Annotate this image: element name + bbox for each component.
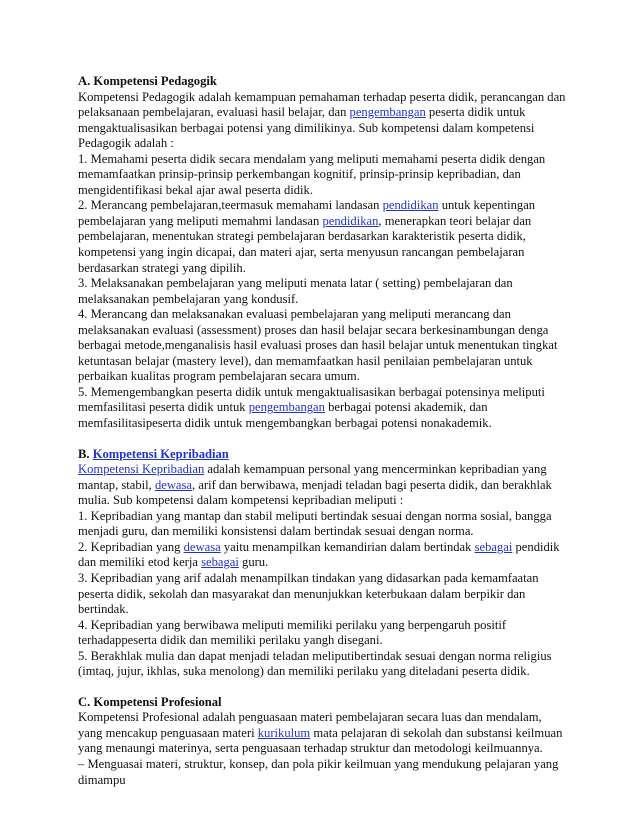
hyperlink[interactable]: kurikulum — [257, 725, 311, 740]
section-heading-link[interactable]: Kompetensi Kepribadian — [92, 446, 229, 461]
paragraph — [78, 276, 568, 307]
text-run: 2. Merancang pembelajaran,teermasuk memahami landasan — [78, 198, 383, 213]
text-run: guru. — [238, 555, 269, 570]
paragraph — [78, 152, 568, 199]
section-heading-prefix: C. — [78, 694, 94, 709]
paragraph — [78, 462, 568, 509]
hyperlink[interactable]: pengembangan — [349, 105, 426, 120]
text-run: 5. Berakhlak mulia dan dapat menjadi teladan meliputibertindak sesuai dengan norma religius (imtaq, jujur, ikhlas, suka menolong) dan memiliki perilaku yang diteladani peserta didik. — [78, 648, 552, 679]
section-heading-prefix: A. — [78, 74, 94, 88]
paragraph — [78, 307, 568, 385]
text-run: 4. Merancang dan melaksanakan evaluasi pembelajaran yang meliputi merancang dan melaksanakan evaluasi (assessment) proses dan hasil belajar secara berkesinambungan denga berbagai metode,menganalisis hasil evaluasi proses dan hasil belajar untuk menentukan tingkat ketuntasan belajar (mastery level), dan memamfaatkan hasil penilaian pembelajaran untuk perbaikan kualitas program pembelajaran secara umum. — [78, 307, 558, 384]
text-run: 1. Kepribadian yang mantap dan stabil meliputi bertindak sesuai dengan norma sosial, bangga menjadi guru, dan memiliki konsistensi dalam bertindak sesuai dengan norma. — [78, 508, 552, 539]
text-run: yaitu menampilkan kemandirian dalam bertindak — [220, 539, 475, 554]
hyperlink[interactable]: pendidikan — [382, 198, 439, 213]
text-run: 3. Kepribadian yang arif adalah menampilkan tindakan yang didasarkan pada kemamfaatan peserta didik, sekolah dan masyarakat dan menunjukkan keterbukaan dalam berpikir dan bertindak. — [78, 570, 539, 617]
section — [78, 447, 568, 680]
text-run: , menerapkan teori belajar dan pembelajaran, menentukan strategi pembelajaran berdasarkan karakteristik peserta didik, kompetensi yang ingin dicapai, dan materi ajar, serta menyusun rancangan pembelajaran berdasarkan strategi yang dipilih. — [78, 213, 532, 275]
section — [78, 74, 568, 432]
hyperlink[interactable]: pendidikan — [322, 213, 379, 228]
text-run: berbagai potensi akademik, dan memfasilitasipeserta didik untuk mengembangkan berbagai potensi nonakademik. — [78, 400, 492, 431]
text-run: , arif dan berwibawa, menjadi teladan bagi peserta didik, dan berakhlak mulia. Sub kompetensi dalam kompetensi kepribadian meliputi : — [78, 477, 552, 508]
text-run: 3. Melaksanakan pembelajaran yang meliputi menata latar ( setting) pembelajaran dan melaksanakan pembelajaran yang kondusif. — [78, 276, 513, 306]
section-heading — [78, 74, 568, 90]
section-heading — [78, 695, 568, 711]
text-run: 2. Kepribadian yang — [78, 539, 184, 554]
hyperlink[interactable]: sebagai — [201, 555, 239, 570]
section-heading-text: Kompetensi Pedagogik — [93, 74, 217, 88]
text-run: peserta didik untuk mengaktualisasikan berbagai potensi yang dimilikinya. Sub kompetensi dalam kompetensi Pedagogik adalah : — [78, 105, 535, 151]
text-run: adalah kemampuan personal yang mencerminkan kepribadian yang mantap, stabil, — [78, 462, 547, 492]
hyperlink[interactable]: sebagai — [474, 539, 513, 554]
paragraph — [78, 710, 568, 757]
section-heading-text: Kompetensi Profesional — [93, 694, 222, 709]
hyperlink[interactable]: dewasa — [183, 539, 221, 554]
text-run: 4. Kepribadian yang berwibawa meliputi memiliki perilaku yang berpengaruh positif terhadappeserta didik dan memiliki perilaku yangh disegani. — [78, 617, 507, 648]
paragraph — [78, 198, 568, 276]
paragraph — [78, 571, 568, 618]
text-run: 1. Memahami peserta didik secara mendalam yang meliputi memahami peserta didik dengan memamfaatkan prinsip-prinsip perkembangan kognitif, prinsip-prinsip kepribadian, dan mengidentifikasi bekal ajar awal peserta didik. — [78, 151, 546, 197]
paragraph — [78, 649, 568, 680]
paragraph — [78, 618, 568, 649]
text-run: untuk kepentingan pembelajaran yang meliputi memahmi landasan — [78, 198, 536, 228]
section — [78, 695, 568, 788]
hyperlink[interactable]: dewasa — [154, 477, 193, 492]
paragraph — [78, 385, 568, 432]
paragraph — [78, 540, 568, 571]
text-run: pendidik dan memiliki etod kerja — [78, 539, 560, 570]
section-heading-prefix: B. — [78, 446, 93, 461]
text-run: – Menguasai materi, struktur, konsep, dan pola pikir keilmuan yang mendukung pelajaran yang dimampu — [78, 756, 559, 787]
text-run: Kompetensi Pedagogik adalah kemampuan pemahaman terhadap peserta didik, perancangan dan pelaksanaan pembelajaran, evaluasi hasil belajar, dan — [78, 89, 566, 120]
paragraph — [78, 90, 568, 152]
paragraph — [78, 509, 568, 540]
text-run: Kompetensi Profesional adalah penguasaan materi pembelajaran secara luas dan mendalam, yang mencakup penguasaan materi — [78, 710, 542, 740]
text-run: 5. Memengembangkan peserta didik untuk mengaktualisasikan berbagai potensinya meliputi memfasilitasi peserta didik untuk — [78, 384, 545, 415]
paragraph — [78, 757, 568, 788]
hyperlink[interactable]: Kompetensi Kepribadian — [78, 462, 205, 477]
hyperlink[interactable]: pengembangan — [248, 400, 325, 415]
document-body — [78, 74, 568, 803]
text-run: mata pelajaran di sekolah dan substansi keilmuan yang menaungi materinya, serta penguasaan terhadap struktur dan metodologi keilmuannya. — [78, 725, 563, 756]
section-heading — [78, 447, 568, 463]
